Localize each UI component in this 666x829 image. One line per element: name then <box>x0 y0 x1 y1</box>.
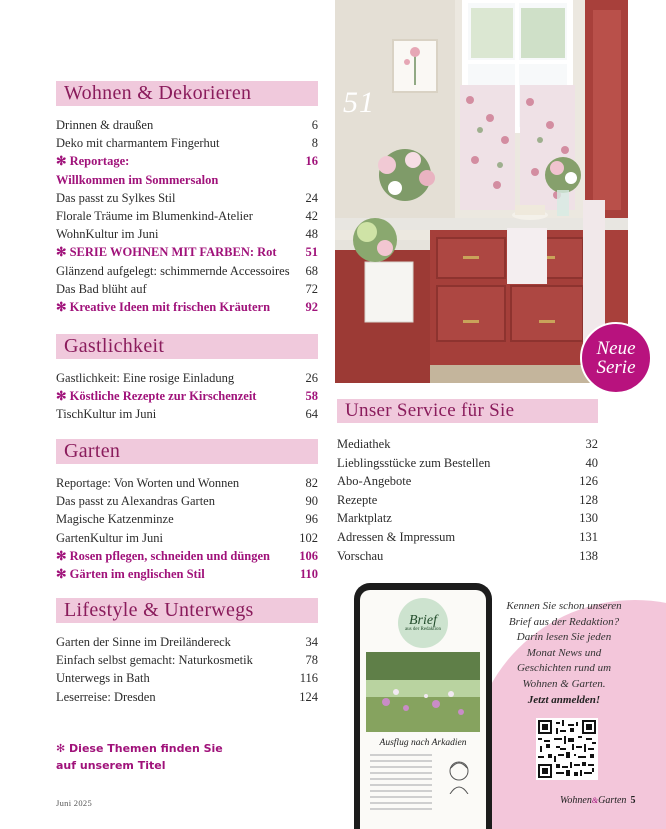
toc-entry-page: 96 <box>305 512 318 527</box>
toc-entry-page: 110 <box>299 567 318 582</box>
toc-entry-page: 72 <box>305 281 318 296</box>
toc-entry[interactable] <box>56 474 318 492</box>
toc-entry-page: 124 <box>299 689 318 704</box>
toc-entry-title: ✻ Kreative Ideen mit frischen Kräutern <box>56 300 271 315</box>
toc-entry-page: 24 <box>305 190 318 205</box>
toc-entry-page: 82 <box>305 476 318 490</box>
promo-text: Kennen Sie schon unseren Brief aus der Redaktion? Darin lesen Sie jeden Monat News und Geschichten rund um Wohnen & Garten. <box>506 600 622 690</box>
toc-entry[interactable] <box>337 528 598 547</box>
toc-entry-title: ✻ Reportage: <box>56 154 130 169</box>
phone-text-lines <box>370 754 432 814</box>
toc-entry-title: Drinnen & draußen <box>56 118 154 132</box>
toc-entry[interactable] <box>56 669 318 687</box>
toc-entry[interactable] <box>56 405 318 423</box>
toc-entry-page: 16 <box>305 154 318 169</box>
toc-entry-title: ✻ Rosen pflegen, schneiden und düngen <box>56 548 271 563</box>
toc-entry[interactable] <box>337 547 598 566</box>
toc-entry-title: GartenKultur im Juni <box>56 530 163 545</box>
toc-entry-title: Magische Katzenminze <box>56 512 174 527</box>
toc-entry-page: 42 <box>305 209 318 224</box>
legend-line1: ✻ Diese Themen finden Sie <box>56 742 223 755</box>
toc-entry[interactable] <box>337 509 598 528</box>
toc-entry-page: 131 <box>579 529 598 544</box>
toc-entry-title: Gastlichkeit: Eine rosige Einladung <box>56 371 235 385</box>
toc-entry-title: Glänzend aufgelegt: schimmernde Accessoires <box>56 263 290 278</box>
toc-entry[interactable] <box>56 262 318 280</box>
toc-entry[interactable] <box>56 387 318 405</box>
toc-entry-page: 128 <box>579 492 598 507</box>
toc-list <box>337 435 598 565</box>
section-service <box>337 399 598 565</box>
garden-photo <box>366 652 480 732</box>
newsletter-promo <box>506 599 622 708</box>
toc-entry[interactable] <box>337 454 598 473</box>
brand-part-a: Wohnen <box>560 795 592 806</box>
toc-entry-page: 138 <box>579 548 598 563</box>
page-number: 5 <box>630 795 636 806</box>
section-wohnen <box>56 81 318 316</box>
section-title: Wohnen & Dekorieren <box>56 81 318 106</box>
toc-entry-title: ✻ Gärten im englischen Stil <box>56 567 205 582</box>
qr-code[interactable] <box>536 718 598 780</box>
kitchen-photo <box>335 0 628 383</box>
toc-entry[interactable] <box>56 547 318 565</box>
section-title: Unser Service für Sie <box>337 399 598 423</box>
photo-page-number: 51 <box>343 86 375 119</box>
toc-entry[interactable] <box>337 491 598 510</box>
toc-entry-page: 78 <box>305 653 318 668</box>
toc-entry[interactable] <box>56 243 318 261</box>
toc-entry[interactable] <box>337 472 598 491</box>
toc-entry-title: Einfach selbst gemacht: Naturkosmetik <box>56 653 253 668</box>
toc-entry[interactable] <box>56 280 318 298</box>
badge-line1: Neue <box>596 338 636 359</box>
toc-list <box>56 474 318 583</box>
toc-entry-title: Florale Träume im Blumenkind-Atelier <box>56 209 253 224</box>
section-title: Garten <box>56 439 318 464</box>
section-lifestyle <box>56 598 318 706</box>
toc-entry[interactable] <box>56 116 318 134</box>
toc-entry-page: 130 <box>579 511 598 526</box>
issue-date: Juni 2025 <box>56 798 92 808</box>
toc-entry-page: 8 <box>311 136 318 151</box>
toc-entry-title: Reportage: Von Worten und Wonnen <box>56 476 240 490</box>
toc-entry[interactable] <box>56 298 318 316</box>
toc-entry-page: 64 <box>305 407 318 422</box>
toc-entry-page: 51 <box>305 245 318 260</box>
toc-entry-title: Lieblingsstücke zum Bestellen <box>337 455 491 470</box>
footer-brand <box>560 795 635 806</box>
toc-list <box>56 369 318 424</box>
toc-entry-page: 68 <box>305 263 318 278</box>
toc-entry-title: Marktplatz <box>337 511 392 526</box>
toc-entry-page: 106 <box>299 548 318 563</box>
brand-part-b: Garten <box>598 795 627 806</box>
toc-entry[interactable] <box>56 688 318 706</box>
section-garten <box>56 439 318 583</box>
toc-entry-page: 40 <box>585 455 598 470</box>
toc-entry-page: 58 <box>305 389 318 404</box>
brief-title: Brief <box>409 613 437 628</box>
toc-entry[interactable] <box>56 225 318 243</box>
toc-entry-title: Willkommen im Sommersalon <box>56 172 219 187</box>
toc-entry-page: 34 <box>305 635 318 649</box>
toc-entry[interactable] <box>56 207 318 225</box>
toc-entry[interactable] <box>56 134 318 152</box>
toc-entry-title: ✻ Köstliche Rezepte zur Kirschenzeit <box>56 389 257 404</box>
editor-portrait <box>446 760 472 794</box>
toc-entry[interactable] <box>337 435 598 454</box>
section-title: Gastlichkeit <box>56 334 318 359</box>
toc-list <box>56 633 318 706</box>
toc-entry-page: 48 <box>305 227 318 242</box>
toc-entry[interactable] <box>56 633 318 651</box>
toc-entry-title: ✻ SERIE WOHNEN MIT FARBEN: Rot <box>56 245 277 260</box>
badge-line2: Serie <box>596 357 636 378</box>
toc-entry-title: Das Bad blüht auf <box>56 281 147 296</box>
toc-entry[interactable] <box>56 492 318 510</box>
toc-entry-page: 90 <box>305 494 318 509</box>
toc-entry[interactable] <box>56 171 318 189</box>
toc-entry-page: 26 <box>305 371 318 385</box>
section-gastlichkeit <box>56 334 318 424</box>
kitchen-illustration <box>335 0 628 383</box>
toc-entry-title: Mediathek <box>337 437 391 451</box>
toc-entry[interactable] <box>56 189 318 207</box>
toc-entry-title: Rezepte <box>337 492 378 507</box>
toc-entry[interactable] <box>56 369 318 387</box>
toc-entry-title: Deko mit charmantem Fingerhut <box>56 136 220 151</box>
toc-entry[interactable] <box>56 651 318 669</box>
toc-entry-page: 92 <box>305 300 318 315</box>
toc-entry-title: Das passt zu Alexandras Garten <box>56 494 215 509</box>
phone-screen <box>360 590 486 829</box>
toc-entry[interactable] <box>56 529 318 547</box>
toc-entry-page: 102 <box>299 530 318 545</box>
toc-entry-page: 32 <box>585 437 598 451</box>
toc-entry[interactable] <box>56 510 318 528</box>
brief-subtitle: aus der Redaktion <box>404 627 442 632</box>
promo-cta[interactable]: Jetzt anmelden! <box>527 693 601 706</box>
phone-mockup <box>354 583 492 829</box>
toc-entry-page: 6 <box>311 118 318 132</box>
cover-topics-legend <box>56 740 223 774</box>
toc-entry-title: Unterwegs in Bath <box>56 671 150 686</box>
new-series-badge <box>580 322 652 394</box>
section-title: Lifestyle & Unterwegs <box>56 598 318 623</box>
brand-amp: & <box>591 796 599 805</box>
toc-entry-title: Abo-Angebote <box>337 474 412 489</box>
toc-entry-page: 126 <box>579 474 598 489</box>
toc-entry-title: Adressen & Impressum <box>337 529 456 544</box>
phone-caption: Ausflug nach Arkadien <box>379 738 467 748</box>
toc-entry[interactable] <box>56 152 318 170</box>
legend-line2: auf unserem Titel <box>56 759 166 772</box>
brief-logo <box>398 598 448 648</box>
toc-entry-title: Garten der Sinne im Dreiländereck <box>56 635 231 649</box>
toc-entry-title: Das passt zu Sylkes Stil <box>56 190 176 205</box>
toc-entry-title: WohnKultur im Juni <box>56 227 159 242</box>
toc-entry[interactable] <box>56 565 318 583</box>
toc-entry-page: 116 <box>299 671 318 686</box>
toc-entry-title: Vorschau <box>337 548 384 563</box>
toc-entry-title: Leserreise: Dresden <box>56 689 156 704</box>
toc-list <box>56 116 318 316</box>
toc-entry-title: TischKultur im Juni <box>56 407 157 422</box>
